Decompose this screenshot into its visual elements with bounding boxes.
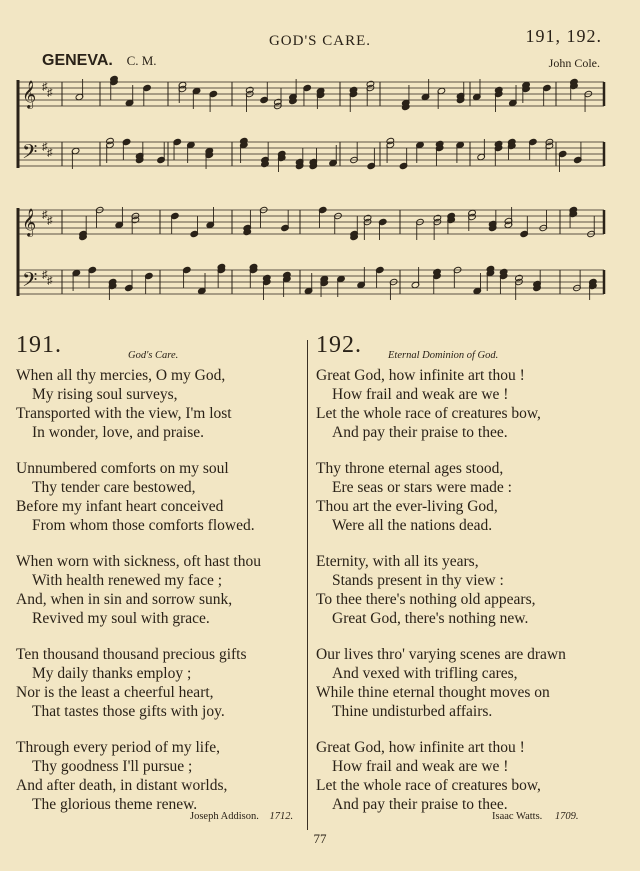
hymn-number-range: 191, 192. [525, 26, 602, 46]
sharp-icon: ♯ [47, 87, 53, 99]
hymn-192 [316, 332, 616, 831]
stanza-list [16, 366, 296, 814]
verse-line: My rising soul surveys, [32, 386, 178, 403]
verse-line: How frail and weak are we ! [332, 758, 509, 775]
sharp-icon: ♯ [42, 269, 48, 281]
verse-line: And pay their praise to thee. [332, 796, 508, 813]
hymn-heading [316, 332, 616, 366]
page-number: 77 [313, 831, 327, 846]
clef-icon: 𝄞 [22, 80, 37, 108]
stanza [16, 366, 296, 442]
hymn-subtitle: Eternal Dominion of God. [388, 350, 499, 361]
hymn-number: 191. [16, 332, 62, 358]
verse-line: Before my infant heart conceived [16, 498, 224, 515]
stanza [316, 738, 616, 814]
sharp-icon: ♯ [42, 81, 48, 93]
verse-line: My daily thanks employ ; [32, 665, 192, 682]
verse-line: Great God, how infinite art thou ! [316, 367, 525, 384]
clef-icon: 𝄢 [22, 140, 38, 168]
verse-line: Thou art the ever-living God, [316, 498, 498, 515]
stanza [16, 552, 296, 628]
verse-line: Were all the nations dead. [332, 517, 493, 534]
clef-icon: 𝄢 [22, 268, 38, 296]
tune-composer: John Cole. [548, 56, 600, 70]
verse-line: With health renewed my face ; [32, 572, 223, 589]
hymn-subtitle: God's Care. [128, 350, 179, 361]
stanza [316, 645, 616, 721]
verse-line: The glorious theme renew. [32, 796, 198, 813]
hymn-number: 192. [316, 332, 362, 358]
verse-line: Great God, how infinite art thou ! [316, 739, 525, 756]
year: 1712. [269, 811, 294, 822]
hymn-191-attribution [190, 811, 293, 822]
verse-line: Revived my soul with grace. [32, 610, 210, 627]
hymn-heading [16, 332, 296, 366]
verse-line: Nor is the least a cheerful heart, [16, 684, 214, 701]
verse-line: Let the whole race of creatures bow, [316, 777, 541, 794]
stanza-list [316, 366, 616, 814]
hymn-192-attribution [492, 811, 579, 822]
verse-line: To thee there's nothing old appears, [316, 591, 536, 608]
verse-line: And after death, in distant worlds, [16, 777, 228, 794]
music-score [0, 0, 640, 340]
sharp-icon: ♯ [47, 275, 53, 287]
verse-line: Stands present in thy view : [332, 572, 504, 589]
verse-line: Through every period of my life, [16, 739, 221, 756]
verse-line: Let the whole race of creatures bow, [316, 405, 541, 422]
verse-line: That tastes those gifts with joy. [32, 703, 225, 720]
verse-line: When worn with sickness, oft hast thou [16, 553, 261, 570]
hymn-191 [16, 332, 296, 831]
verse-line: Ere seas or stars were made : [332, 479, 512, 496]
author: Joseph Addison. [190, 811, 259, 822]
verse-line: Thy goodness I'll pursue ; [32, 758, 193, 775]
clef-icon: 𝄞 [22, 208, 37, 236]
verse-line: And vexed with trifling cares, [332, 665, 518, 682]
tune-name: GENEVA. [42, 52, 113, 69]
stanza [16, 645, 296, 721]
verse-line: Transported with the view, I'm lost [16, 405, 232, 422]
verse-line: Unnumbered comforts on my soul [16, 460, 229, 477]
sharp-icon: ♯ [42, 141, 48, 153]
stanza [16, 738, 296, 814]
verse-line: While thine eternal thought moves on [316, 684, 550, 701]
verse-line: Ten thousand thousand precious gifts [16, 646, 247, 663]
verse-line: When all thy mercies, O my God, [16, 367, 226, 384]
author: Isaac Watts. [492, 811, 543, 822]
verse-line: Eternity, with all its years, [316, 553, 479, 570]
verse-line: In wonder, love, and praise. [32, 424, 204, 441]
verse-line: Thy throne eternal ages stood, [316, 460, 504, 477]
sharp-icon: ♯ [42, 209, 48, 221]
sharp-icon: ♯ [47, 147, 53, 159]
stanza [316, 366, 616, 442]
tune-meter: C. M. [126, 53, 157, 68]
verse-line: How frail and weak are we ! [332, 386, 509, 403]
verse-line: Thy tender care bestowed, [32, 479, 196, 496]
year: 1709. [554, 811, 579, 822]
stanza [16, 459, 296, 535]
page-running-title: GOD'S CARE. [268, 33, 372, 49]
verse-line: And pay their praise to thee. [332, 424, 508, 441]
verse-line: Our lives thro' varying scenes are drawn [316, 646, 566, 663]
column-divider [307, 340, 308, 830]
verse-line: Great God, there's nothing new. [332, 610, 529, 627]
stanza [316, 459, 616, 535]
verse-line: From whom those comforts flowed. [32, 517, 255, 534]
verse-line: Thine undisturbed affairs. [332, 703, 493, 720]
stanza [316, 552, 616, 628]
sharp-icon: ♯ [47, 215, 53, 227]
verse-line: And, when in sin and sorrow sunk, [16, 591, 233, 608]
